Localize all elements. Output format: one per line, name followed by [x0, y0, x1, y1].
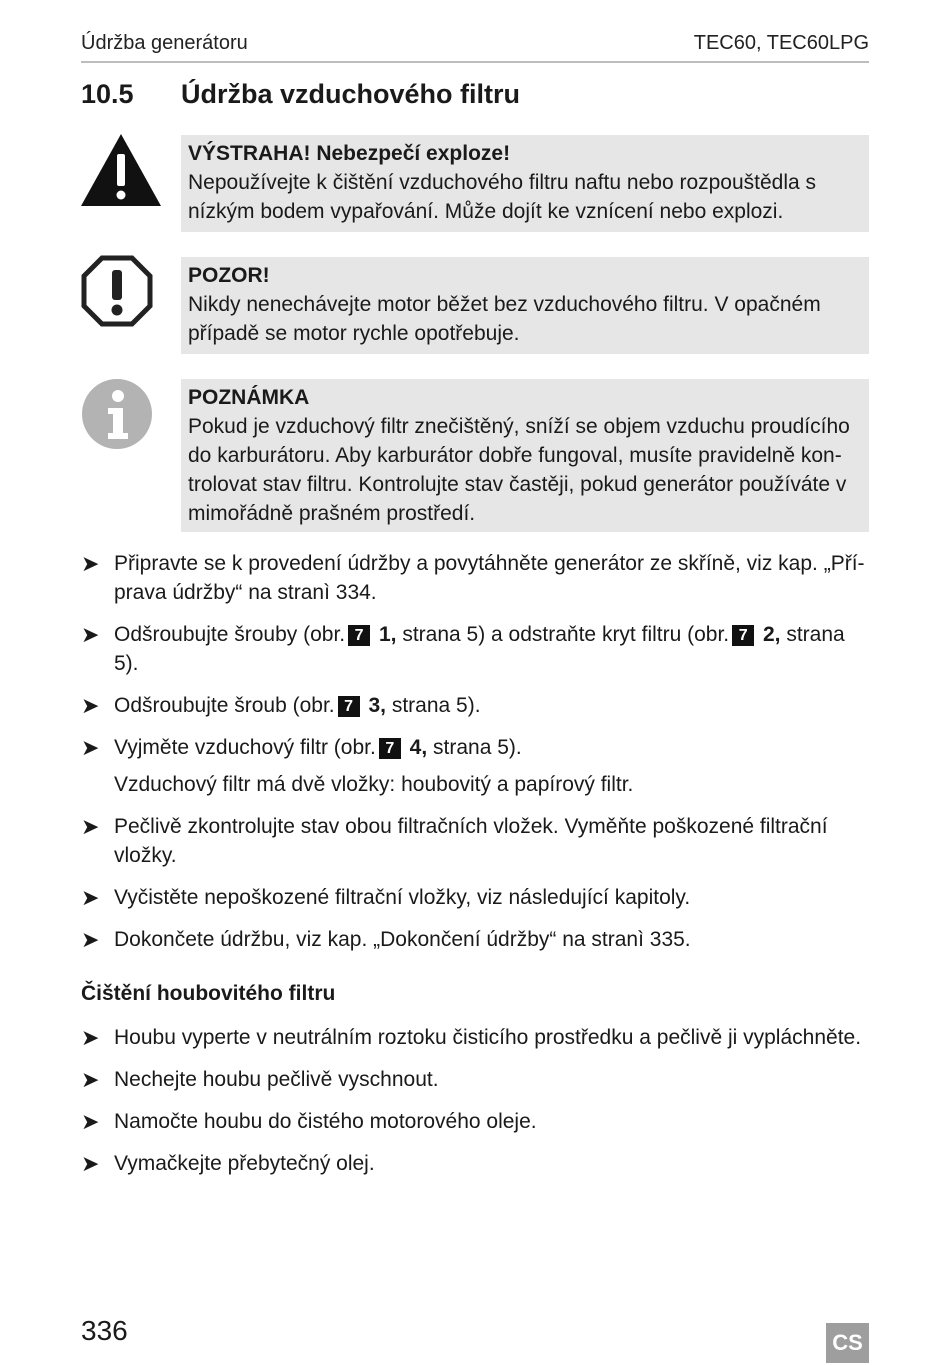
item-ref: 4, [409, 736, 428, 759]
caution-title: POZOR! [188, 264, 270, 287]
step-text: Odšroubujte šrouby (obr. [114, 623, 346, 646]
list-item [81, 812, 869, 870]
language-badge: CS [826, 1323, 869, 1363]
procedure-list [81, 549, 869, 967]
list-item [81, 1065, 869, 1094]
item-ref: 2, [762, 623, 781, 646]
figure-ref-badge: 7 [732, 625, 754, 646]
sponge-cleaning-list [81, 1023, 869, 1191]
item-ref: 1, [378, 623, 397, 646]
header-rule [81, 61, 869, 63]
bullet-arrow-icon: ➤ [81, 735, 100, 760]
page-number: 336 [81, 1315, 128, 1346]
step-text: strana 5). [391, 694, 481, 717]
step-result: Vzduchový filtr má dvě vložky: houbovitý a papírový filtr. [114, 773, 634, 796]
step-text: Vymačkejte přebytečný olej. [114, 1152, 375, 1175]
bullet-arrow-icon: ➤ [81, 622, 100, 647]
list-item [81, 549, 869, 607]
list-item [81, 733, 869, 799]
item-ref: 3, [368, 694, 386, 717]
bullet-arrow-icon: ➤ [81, 814, 100, 839]
step-text: strana 5). [433, 736, 522, 759]
step-text: Pečlivě zkontrolujte stav obou filtračních vložek. Vyměňte poškozené filtrační vložky. [114, 815, 828, 867]
bullet-arrow-icon: ➤ [81, 1025, 100, 1050]
caution-notice [181, 257, 869, 354]
step-text: strana 5). [114, 623, 845, 675]
step-text: Odšroubujte šroub (obr. [114, 694, 335, 717]
step-text: Vyjměte vzduchový filtr (obr. [114, 736, 376, 759]
warning-notice [181, 135, 869, 232]
list-item [81, 925, 869, 954]
section-heading [81, 79, 520, 110]
list-item [81, 883, 869, 912]
info-title: POZNÁMKA [188, 386, 310, 409]
list-item [81, 1023, 869, 1052]
list-item [81, 691, 869, 720]
step-text: Nechejte houbu pečlivě vyschnout. [114, 1068, 439, 1091]
info-text: Pokud je vzduchový filtr znečištěný, sníží se objem vzduchu proudícího do karburátoru. Aby karburátor dobře fungoval, musíte pravidelně kontrolovat stav filtru. Kontrolujte stav častěji, pokud generátor používáte v mimořádně prašném prostředí. [188, 415, 850, 525]
list-item [81, 1107, 869, 1136]
section-number: 10.5 [81, 79, 134, 109]
figure-ref-badge: 7 [379, 738, 401, 759]
step-text: Připravte se k provedení údržby a povytáhněte generátor ze skříně, viz kap. „Příprava údržby“ na stranì 334. [114, 552, 865, 604]
info-notice [181, 379, 869, 532]
step-text: strana 5) a odstraňte kryt filtru (obr. [402, 623, 730, 646]
bullet-arrow-icon: ➤ [81, 1067, 100, 1092]
warning-title: VÝSTRAHA! Nebezpečí exploze! [188, 142, 511, 165]
bullet-arrow-icon: ➤ [81, 885, 100, 910]
warning-text: Nepoužívejte k čištění vzduchového filtru naftu nebo rozpouštědla s nízkým bodem vypařování. Může dojít ke vznícení nebo explozi. [188, 171, 817, 223]
step-text: Houbu vyperte v neutrálním roztoku čisticího prostředku a pečlivě ji vypláchněte. [114, 1026, 862, 1049]
list-item [81, 1149, 869, 1178]
bullet-arrow-icon: ➤ [81, 693, 100, 718]
step-text: Vyčistěte nepoškozené filtrační vložky, viz následující kapitoly. [114, 886, 691, 909]
figure-ref-badge: 7 [348, 625, 370, 646]
running-header-left: Údržba generátoru [81, 32, 248, 54]
running-header-right: TEC60, TEC60LPG [693, 32, 869, 54]
step-text: Namočte houbu do čistého motorového oleje. [114, 1110, 537, 1133]
bullet-arrow-icon: ➤ [81, 551, 100, 576]
subsection-heading: Čištění houbovitého filtru [81, 982, 336, 1005]
bullet-arrow-icon: ➤ [81, 1151, 100, 1176]
bullet-arrow-icon: ➤ [81, 1109, 100, 1134]
caution-text: Nikdy nenechávejte motor běžet bez vzduchového filtru. V opačném případě se motor rychle opotřebuje. [188, 293, 821, 345]
figure-ref-badge: 7 [338, 696, 360, 717]
caution-octagon-icon [81, 255, 153, 327]
section-title: Údržba vzduchového filtru [181, 79, 521, 109]
warning-triangle-icon [81, 134, 161, 206]
info-icon [81, 378, 153, 450]
bullet-arrow-icon: ➤ [81, 927, 100, 952]
step-text: Dokončete údržbu, viz kap. „Dokončení údržby“ na stranì 335. [114, 928, 691, 951]
list-item [81, 620, 869, 678]
